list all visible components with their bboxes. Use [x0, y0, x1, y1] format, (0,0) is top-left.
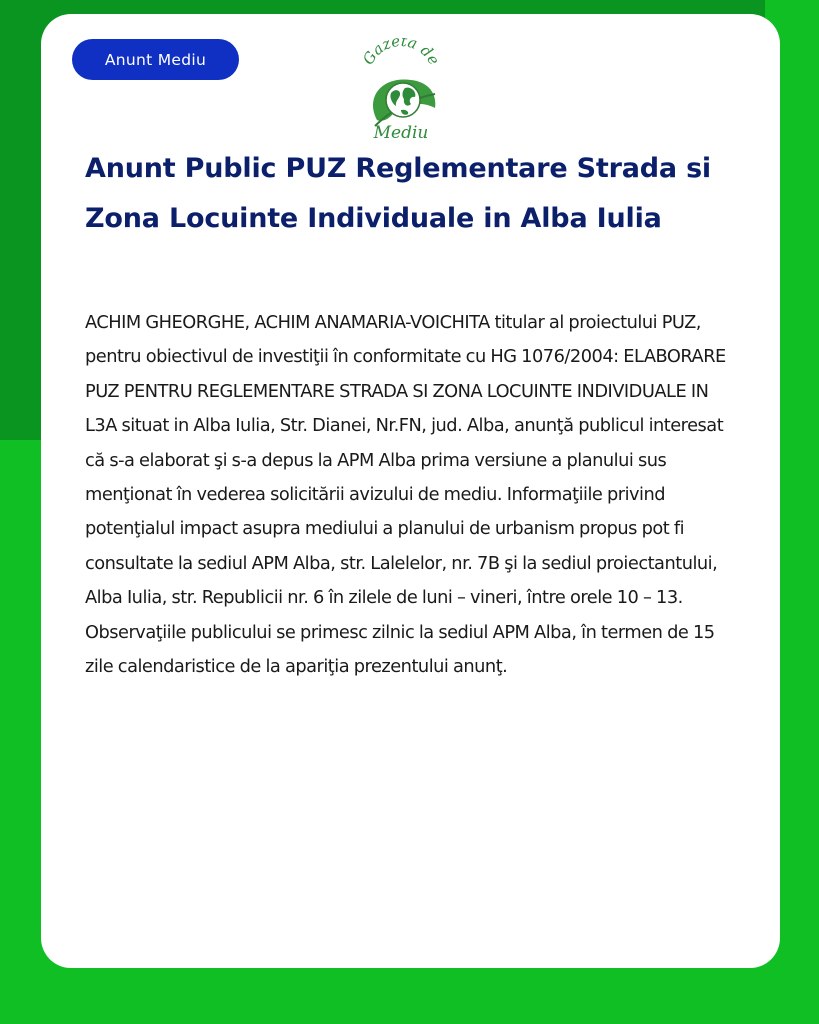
announcement-card [41, 14, 780, 968]
gazeta-de-mediu-logo [351, 38, 451, 142]
logo-bottom-text: Mediu [373, 123, 429, 142]
announcement-body: ACHIM GHEORGHE, ACHIM ANAMARIA-VOICHITA titular al proiectului PUZ, pentru obiectivul de investiţii în conformitate cu HG 1076/2004: ELABORARE PUZ PENTRU REGLEMENTARE STRADA SI ZONA LOCUINTE INDIVIDUALE IN L3A situat in Alba Iulia, Str. Dianei, Nr.FN, jud. Alba, anunţă publicul interesat că s-a elaborat şi s-a depus la APM Alba prima versiune a planului sus menţionat în vederea solicitării avizului de mediu. Informaţiile privind potenţialul impact asupra mediului a planului de urbanism propus pot fi consultate la sediul APM Alba, str. Lalelelor, nr. 7B şi la sediul proiectantului, Alba Iulia, str. Republicii nr. 6 în zilele de luni – vineri, între orele 10 – 13. Observaţiile publicului se primesc zilnic la sediul APM Alba, în termen de 15 zile calendaristice de la apariţia prezentului anunţ. [85, 312, 726, 678]
globe-leaf-icon [351, 38, 451, 142]
category-badge[interactable]: Anunt Mediu [72, 39, 239, 80]
logo-top-text: Gazeta de [359, 38, 444, 68]
page-title: Anunt Public PUZ Reglementare Strada si Zona Locuinte Individuale in Alba Iulia [85, 153, 711, 234]
svg-text:Gazeta de [359, 38, 443, 68]
